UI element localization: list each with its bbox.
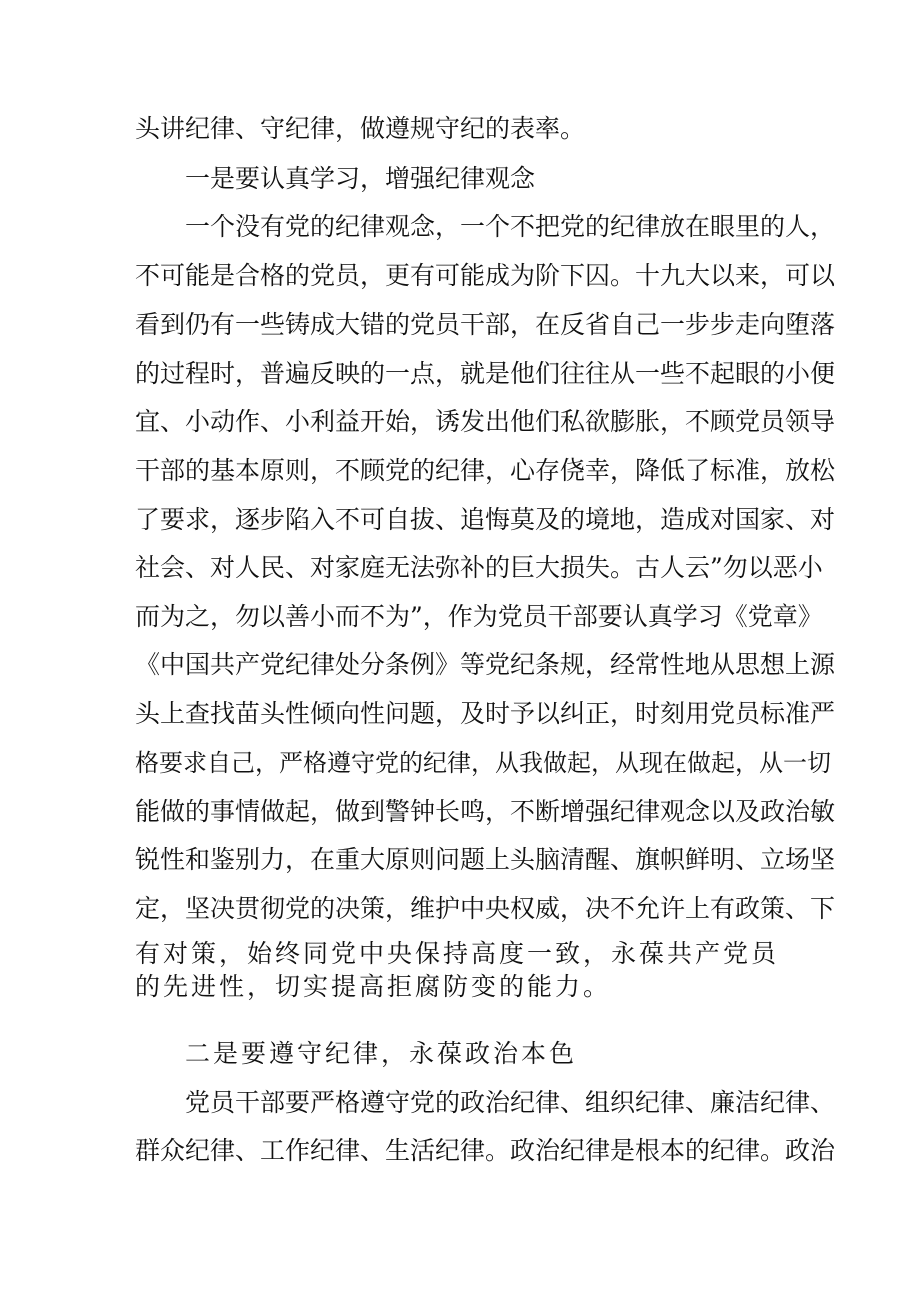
text-line: 的先进性，切实提高拒腐防变的能力。	[135, 972, 612, 1001]
text-line: 干部的基本原则，不顾党的纪律，心存侥幸，降低了标准，放松	[135, 456, 836, 485]
text-line: 而为之，勿以善小而不为”，作为党员干部要认真学习《党章》	[135, 602, 823, 631]
text-line: 的过程时，普遍反映的一点，就是他们往往从一些不起眼的小便	[135, 359, 836, 388]
text-line: 能做的事情做起，做到警钟长鸣，不断增强纪律观念以及政治敏	[135, 797, 836, 826]
text-line: 格要求自己，严格遵守党的纪律，从我做起，从现在做起，从一切	[135, 749, 831, 777]
section-heading-2: 二是要遵守纪律，永葆政治本色	[185, 1039, 578, 1068]
text-line: 一个没有党的纪律观念，一个不把党的纪律放在眼里的人，	[185, 212, 836, 241]
text-line: 《中国共产党纪律处分条例》等党纪条规，经常性地从思想上源	[135, 650, 836, 679]
text-line: 党员干部要严格遵守党的政治纪律、组织纪律、廉洁纪律、	[185, 1088, 836, 1117]
text-line: 宜、小动作、小利益开始，诱发出他们私欲膨胀，不顾党员领导	[135, 407, 836, 436]
text-line: 头讲纪律、守纪律，做遵规守纪的表率。	[135, 114, 586, 143]
text-line: 社会、对人民、对家庭无法弥补的巨大损失。古人云”勿以恶小	[135, 553, 823, 582]
text-line: 头上查找苗头性倾向性问题，及时予以纠正，时刻用党员标准严	[135, 699, 836, 728]
section-heading-1: 一是要认真学习，增强纪律观念	[185, 164, 536, 193]
text-line: 群众纪律、工作纪律、生活纪律。政治纪律是根本的纪律。政治	[135, 1136, 836, 1165]
text-line: 有对策，始终同党中央保持高度一致，永葆共产党员	[135, 939, 780, 968]
text-line: 定，坚决贯彻党的决策，维护中央权威，决不允许上有政策、下	[135, 894, 836, 923]
text-line: 看到仍有一些铸成大错的党员干部，在反省自己一步步走向堕落	[135, 310, 836, 339]
text-line: 了要求，逐步陷入不可自拔、追悔莫及的境地，造成对国家、对	[135, 505, 836, 534]
text-line: 不可能是合格的党员，更有可能成为阶下囚。十九大以来，可以	[135, 261, 836, 290]
text-line: 锐性和鉴别力，在重大原则问题上头脑清醒、旗帜鲜明、立场坚	[135, 845, 836, 874]
